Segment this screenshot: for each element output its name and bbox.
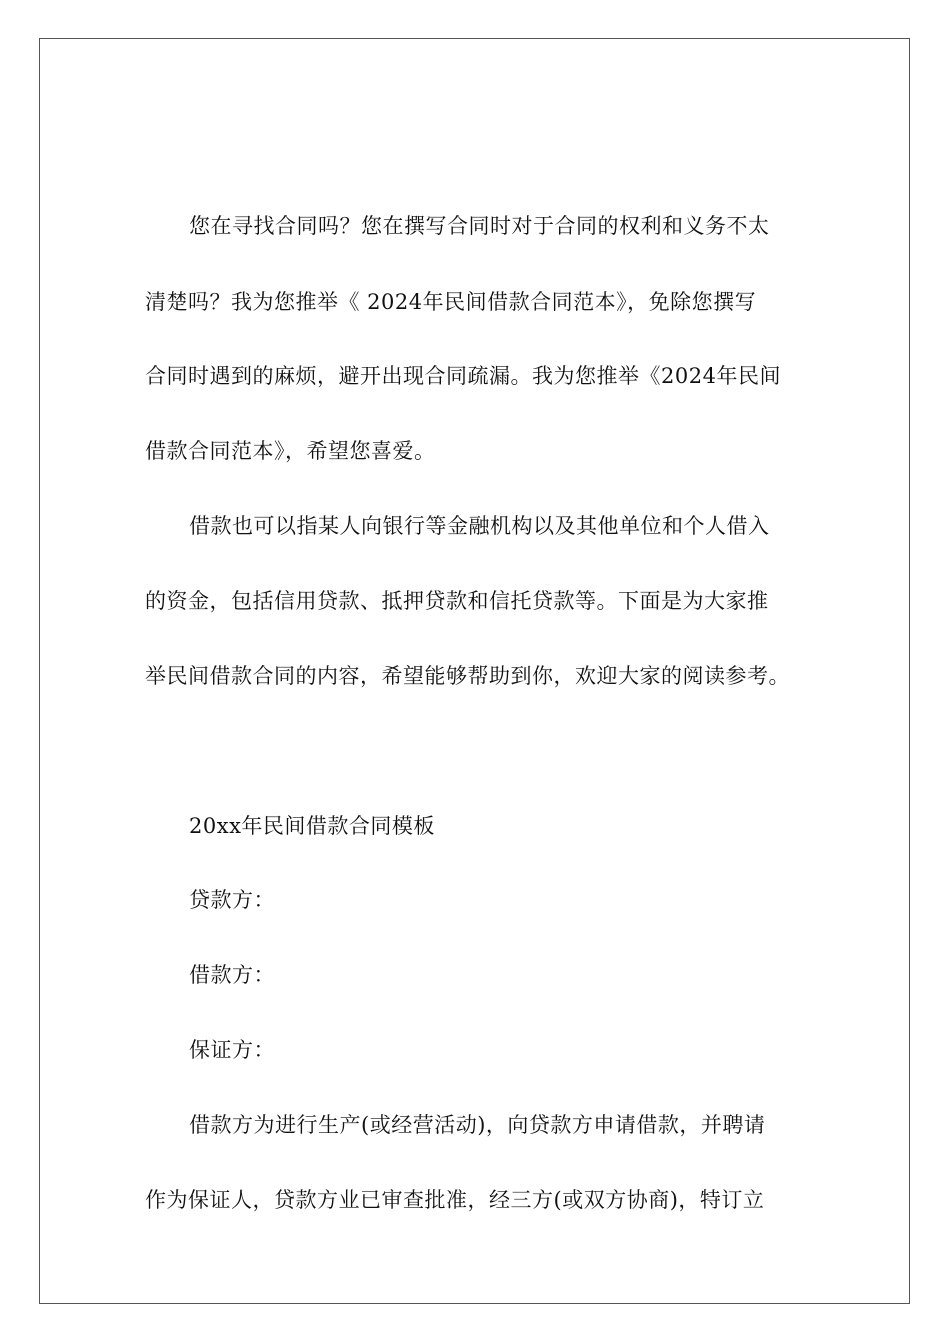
guarantor-label: 保证方： [189,1038,275,1062]
template-title: 20xx年民间借款合同模板 [189,814,435,838]
borrower-label: 借款方： [189,963,275,987]
paragraph-2-line-1: 借款也可以指某人向银行等金融机构以及其他单位和个人借入 [189,514,770,538]
paragraph-1-line-2: 清楚吗？我为您推举《 2024年民间借款合同范本》，免除您撰写 [145,290,757,314]
paragraph-1-line-3: 合同时遇到的麻烦，避开出现合同疏漏。我为您推举《2024年民间 [145,364,781,388]
paragraph-2-line-3: 举民间借款合同的内容，希望能够帮助到你，欢迎大家的阅读参考。 [145,664,790,688]
paragraph-1-line-4: 借款合同范本》，希望您喜爱。 [145,439,436,463]
lender-label: 贷款方： [189,888,275,912]
paragraph-3-line-2: 作为保证人，贷款方业已审查批准，经三方(或双方协商)，特订立 [145,1188,765,1212]
paragraph-3-line-1: 借款方为进行生产(或经营活动)，向贷款方申请借款，并聘请 [189,1113,766,1137]
paragraph-1-line-1: 您在寻找合同吗？您在撰写合同时对于合同的权利和义务不太 [189,214,770,238]
paragraph-2-line-2: 的资金，包括信用贷款、抵押贷款和信托贷款等。下面是为大家推 [145,589,769,613]
